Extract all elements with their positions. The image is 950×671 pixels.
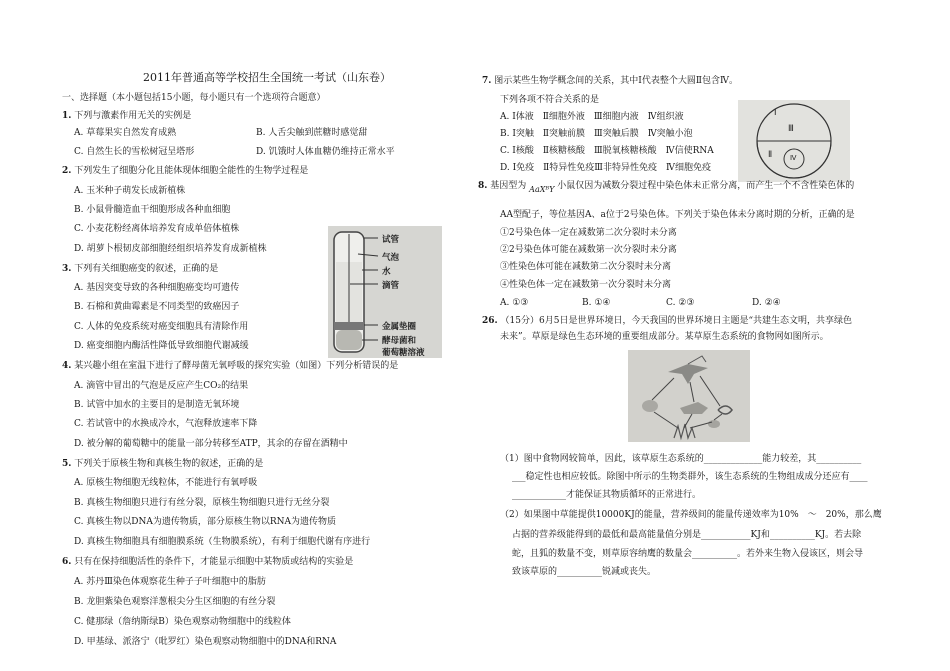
question-text: 某兴趣小组在室温下进行了酵母菌无氧呼吸的探究实验（如图）下列分析错误的是 — [74, 361, 399, 371]
answer-option — [74, 439, 348, 450]
line-text: 下列各项不符合关系的是 — [500, 95, 600, 105]
question-text: 下列与激素作用无关的实例是 — [74, 111, 192, 121]
option-text: D. 甲基绿、派洛宁（吡罗红）染色观察动物细胞中的DNA和RNA — [74, 637, 337, 647]
label-test-tube: 试管 — [382, 235, 400, 245]
q26-intro: （15分）6月5日是世界环境日，今天我国的世界环境日主题是“共建生态文明，共享绿色 — [500, 316, 853, 326]
venn-diagram — [738, 100, 850, 182]
line-text: D. Ⅰ免疫 Ⅱ特异性免疫Ⅲ非特异性免疫 Ⅳ细胞免疫 — [500, 163, 711, 173]
venn-label-IV: Ⅳ — [790, 154, 797, 162]
option-text: A. 苏丹Ⅲ染色体观察花生种子子叶细胞中的脂肪 — [74, 577, 266, 587]
q8-genotype: AaXᴮY — [529, 185, 555, 194]
answer-option — [74, 419, 257, 430]
food-web-drawing — [628, 350, 750, 442]
answer-option — [74, 302, 239, 313]
option-text: C. 自然生长的雪松树冠呈塔形 — [74, 147, 195, 157]
q8-statement: ①2号染色体一定在减数第二次分裂时未分离 — [500, 228, 677, 238]
q8-option: B. ①④ — [582, 298, 611, 308]
venn-label-III: Ⅲ — [788, 124, 794, 134]
q8-stem — [478, 180, 854, 192]
option-text: D. 胡萝卜根韧皮部细胞经组织培养发育成新植株 — [74, 244, 267, 254]
answer-option — [500, 129, 693, 140]
answer-option — [74, 597, 275, 608]
question-number: 3. — [62, 264, 72, 274]
option-text: A. 玉米种子萌发长成新植株 — [74, 186, 186, 196]
answer-option — [74, 186, 185, 197]
option-text: C. 健那绿（詹纳斯绿B）染色观察动物细胞中的线粒体 — [74, 617, 291, 627]
question-text: 下列发生了细胞分化且能体现体细胞全能性的生物学过程是 — [74, 166, 309, 176]
venn-figure — [738, 100, 850, 182]
label-bubble: 气泡 — [382, 253, 400, 263]
answer-option — [74, 537, 370, 548]
question-stem — [62, 166, 308, 177]
question-number: 7. — [482, 76, 492, 86]
option-text: B. 小鼠骨髓造血干细胞形成各种血细胞 — [74, 205, 231, 215]
answer-option — [74, 147, 194, 158]
option-text: D. 癌变细胞内酶活性降低导致细胞代谢减缓 — [74, 341, 249, 351]
test-tube-figure — [328, 226, 442, 358]
q8-statement: ③性染色体可能在减数第二次分裂时未分离 — [500, 262, 672, 272]
q26-p1-line3: ____________才能保证其物质循环的正常进行。 — [512, 490, 702, 500]
question-text: 下列关于原核生物和真核生物的叙述，正确的是 — [74, 459, 264, 469]
venn-label-II: Ⅱ — [768, 150, 773, 160]
answer-option — [74, 205, 230, 216]
answer-option — [500, 112, 684, 123]
label-yeast: 酵母菌和 — [382, 336, 417, 346]
label-dropper: 滴管 — [382, 281, 400, 291]
answer-option — [74, 577, 266, 588]
answer-option — [74, 617, 291, 628]
option-text: B. 龙胆紫染色观察洋葱根尖分生区细胞的有丝分裂 — [74, 597, 276, 607]
q26-p2-line1: （2）如果图中草能提供10000KJ的能量，营养级间的能量传递效率为10% ～ 20%，那么鹰 — [500, 510, 882, 520]
q26-p1-line2: ___稳定性也相应较低。除图中所示的生物类群外，该生态系统的生物组成成分还应有____ — [512, 472, 868, 482]
question-stem — [62, 459, 263, 470]
q26-p2-line4: 致该草原的__________锐减或丧失。 — [512, 567, 657, 577]
option-text: B. 石棉和黄曲霉素是不同类型的致癌因子 — [74, 302, 240, 312]
question-number: 5. — [62, 459, 72, 469]
option-text: C. 小麦花粉经离体培养发育成单倍体植株 — [74, 224, 240, 234]
option-text: A. 基因突变导致的各种细胞癌变均可遗传 — [74, 283, 240, 293]
q8-number: 8. — [478, 181, 488, 191]
answer-option — [74, 637, 336, 648]
option-text: B. 真核生物细胞只进行有丝分裂，原核生物细胞只进行无丝分裂 — [74, 498, 330, 508]
q8-line2: AA型配子，等位基因A、a位于2号染色体。下列关于染色体未分离时期的分析，正确的是 — [500, 210, 855, 220]
q8-pre: 基因型为 — [490, 181, 527, 191]
option-text: A. 滴管中冒出的气泡是反应产生CO₂的结果 — [74, 381, 249, 391]
q26-number: 26. — [482, 316, 498, 326]
answer-option — [74, 128, 176, 139]
question-number: 4. — [62, 361, 72, 371]
q1-option-d: D. 饥饿时人体血糖仍维持正常水平 — [256, 147, 395, 157]
question-stem — [62, 361, 398, 372]
option-text: B. 试管中加水的主要目的是制造无氧环境 — [74, 400, 240, 410]
q8-option: A. ①③ — [500, 298, 529, 308]
q8-option: C. ②③ — [666, 298, 695, 308]
question-prompt — [500, 95, 599, 106]
q8-statement: ②2号染色体可能在减数第一次分裂时未分离 — [500, 245, 677, 255]
line-text: 图示某些生物学概念间的关系，其中Ⅰ代表整个大圆Ⅱ包含Ⅳ。 — [494, 76, 738, 86]
q8-option: D. ②④ — [752, 298, 781, 308]
answer-option — [74, 517, 336, 528]
answer-option — [74, 400, 239, 411]
right-column — [470, 0, 950, 671]
option-text: A. 原核生物细胞无线粒体，不能进行有氧呼吸 — [74, 478, 258, 488]
q26-line2: 未来”。草原是绿色生态环境的重要组成部分。某草原生态系统的食物网如图所示。 — [500, 332, 829, 342]
question-stem — [62, 557, 353, 568]
question-stem — [62, 111, 191, 122]
answer-option — [500, 146, 714, 157]
q8-post: 小鼠仅因为减数分裂过程中染色体未正常分离，而产生一个不含性染色体的 — [557, 181, 855, 191]
answer-option — [74, 381, 248, 392]
q26-p2-line3: 蛇，且狐的数量不变，则草原容纳鹰的数量会__________。若外来生物入侵该区，则会导 — [512, 549, 864, 559]
question-stem — [482, 76, 738, 87]
option-text: C. 若试管中的水换成冷水，气泡释放速率下降 — [74, 419, 258, 429]
option-text: C. 人体的免疫系统对癌变细胞具有清除作用 — [74, 322, 249, 332]
q26-p1-line1: （1）图中食物网较简单，因此，该草原生态系统的_____________能力较差，其__________ — [500, 454, 862, 464]
q26-p2-line2: 占据的营养级能得到的最低和最高能量值分别是___________KJ和__________KJ。若去除 — [512, 530, 862, 540]
answer-option — [74, 224, 239, 235]
answer-option — [74, 322, 248, 333]
line-text: A. Ⅰ体液 Ⅱ细胞外液 Ⅲ细胞内液 Ⅳ组织液 — [500, 112, 684, 122]
exam-title: 2011年普通高等学校招生全国统一考试（山东卷） — [143, 71, 391, 84]
option-text: D. 被分解的葡萄糖中的能量一部分转移至ATP，其余的存留在酒精中 — [74, 439, 348, 449]
question-text: 下列有关细胞癌变的叙述，正确的是 — [74, 264, 219, 274]
answer-option — [74, 341, 249, 352]
line-text: B. Ⅰ突触 Ⅱ突触前膜 Ⅲ突触后膜 Ⅳ突触小泡 — [500, 129, 693, 139]
line-text: C. Ⅰ核酸 Ⅱ核糖核酸 Ⅲ脱氧核糖核酸 Ⅳ信使RNA — [500, 146, 714, 156]
option-text: C. 真核生物以DNA为遗传物质，部分原核生物以RNA为遗传物质 — [74, 517, 337, 527]
answer-option — [74, 498, 329, 509]
answer-option — [74, 283, 239, 294]
q26-line1 — [482, 316, 852, 327]
option-text: A. 草莓果实自然发育成熟 — [74, 128, 177, 138]
question-stem — [62, 264, 218, 275]
question-number: 6. — [62, 557, 72, 567]
option-text: D. 真核生物细胞具有细胞膜系统（生物膜系统），有利于细胞代谢有序进行 — [74, 537, 371, 547]
q1-option-b: B. 人舌尖触到蔗糖时感觉甜 — [256, 128, 368, 138]
answer-option — [74, 244, 267, 255]
left-column — [0, 0, 470, 671]
q8-statement: ④性染色体一定在减数第一次分裂时未分离 — [500, 280, 672, 290]
question-number: 1. — [62, 111, 72, 121]
question-text: 只有在保持细胞活性的条件下，才能显示细胞中某物质或结构的实验是 — [74, 557, 354, 567]
label-water: 水 — [382, 267, 391, 277]
venn-label-I: Ⅰ — [774, 108, 777, 118]
food-web-figure — [628, 350, 750, 442]
answer-option — [500, 163, 711, 174]
section-heading: 一、选择题（本小题包括15小题，每小题只有一个选项符合题意） — [62, 93, 326, 103]
answer-option — [74, 478, 257, 489]
label-glucose: 葡萄糖溶液 — [382, 348, 425, 358]
question-number: 2. — [62, 166, 72, 176]
label-metal-washer: 金属垫圈 — [382, 322, 417, 332]
